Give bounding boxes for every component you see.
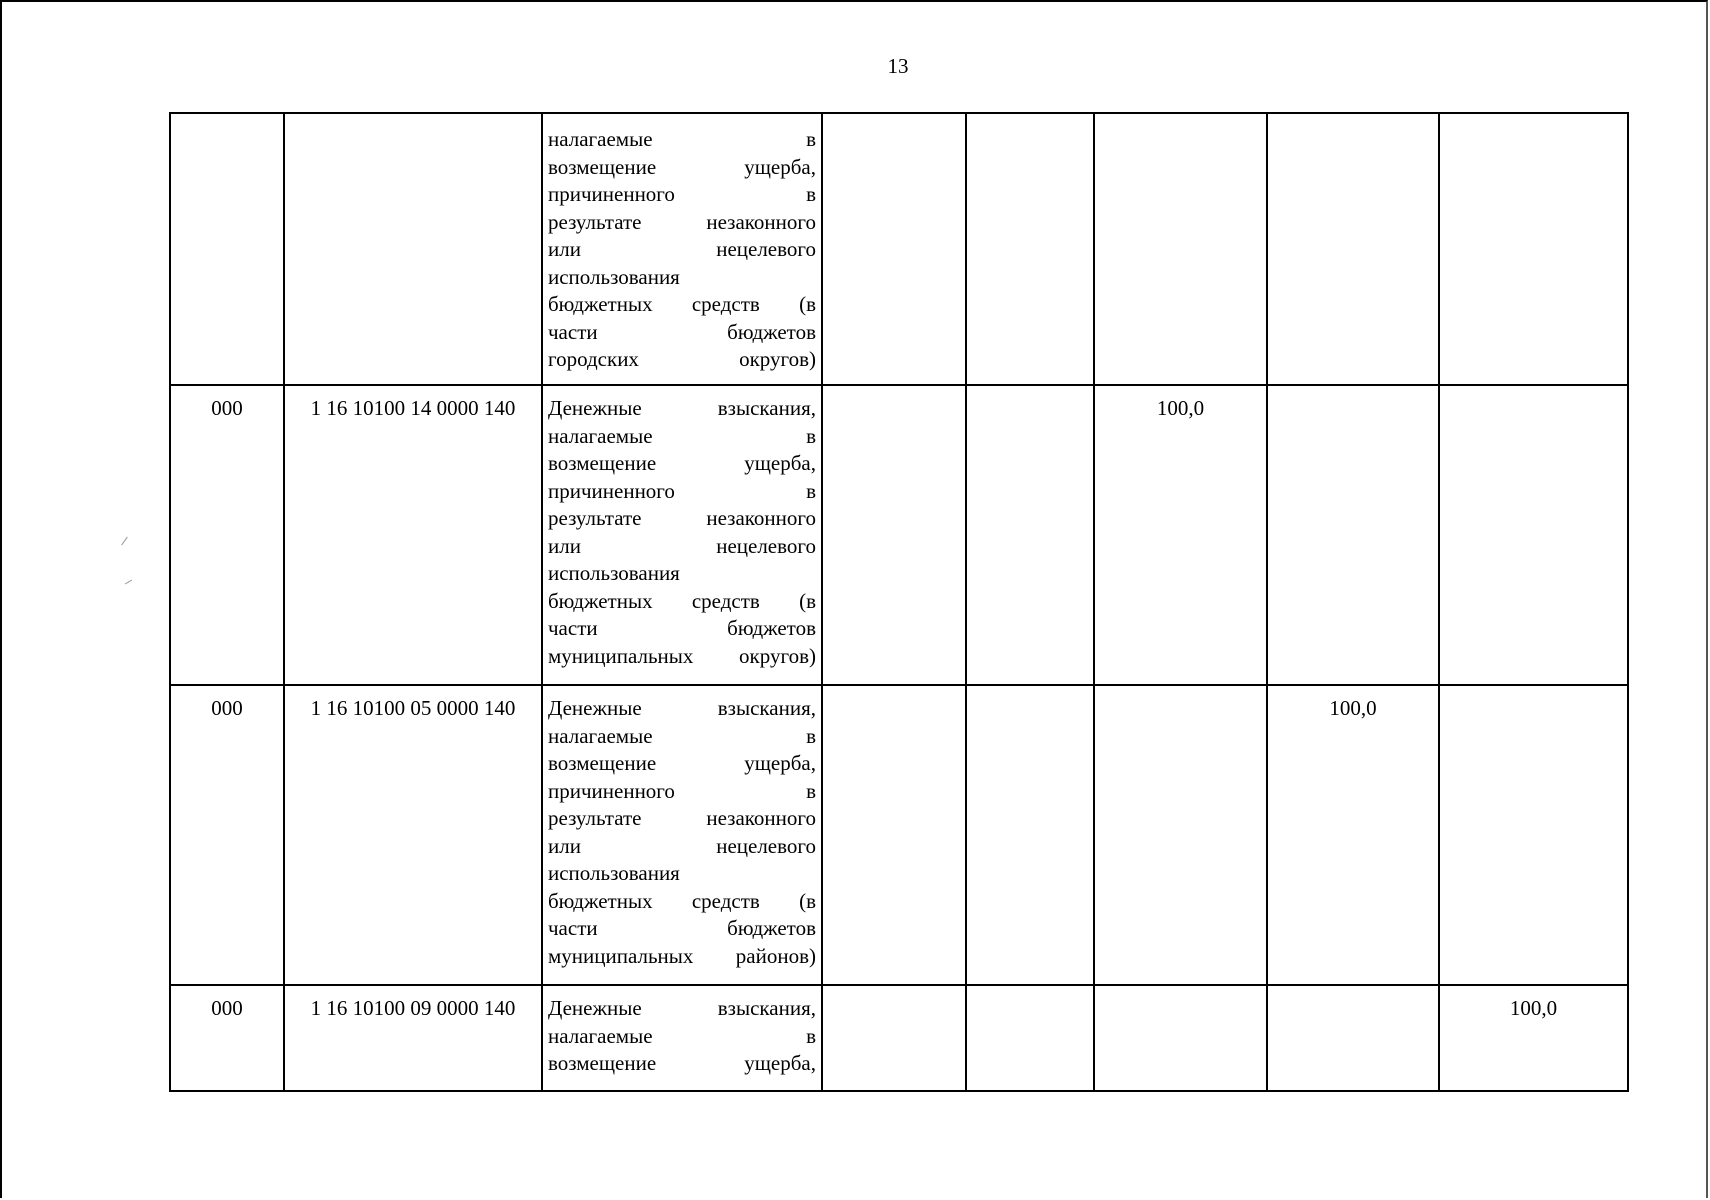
name-line: причиненного в	[548, 778, 816, 803]
amount-cell-3	[1094, 113, 1267, 385]
admin-code-cell: 000	[170, 985, 284, 1091]
name-line: налагаемые в	[548, 1023, 816, 1048]
name-line: городских округов)	[548, 347, 816, 371]
name-line: использования	[548, 861, 680, 885]
table-row	[170, 685, 1628, 985]
name-line: использования	[548, 561, 680, 585]
name-line: возмещение ущерба,	[548, 751, 816, 775]
amount-cell-3	[1094, 685, 1267, 985]
budget-code-cell: 1 16 10100 14 0000 140	[284, 385, 542, 685]
name-line: возмещение ущерба,	[548, 154, 816, 179]
admin-code-cell	[170, 113, 284, 385]
name-line: налагаемые в	[548, 127, 816, 151]
amount-cell-5	[1439, 385, 1628, 685]
amount-cell-4	[1267, 985, 1439, 1091]
table-row	[170, 985, 1628, 1091]
amount-cell-1	[822, 113, 966, 385]
amount-cell-4	[1267, 113, 1439, 385]
name-line: результате незаконного	[548, 806, 816, 830]
admin-code-cell: 000	[170, 385, 284, 685]
budget-code-cell: 1 16 10100 05 0000 140	[284, 685, 542, 985]
name-line: или нецелевого	[548, 833, 816, 858]
name-line: Денежные взыскания,	[548, 996, 816, 1020]
revenue-name-cell	[542, 385, 822, 685]
name-line: результате незаконного	[548, 209, 816, 234]
name-line: муниципальных округов)	[548, 643, 816, 668]
amount-cell-1	[822, 985, 966, 1091]
table-row	[170, 113, 1628, 385]
name-line: или нецелевого	[548, 237, 816, 261]
amount-cell-5	[1439, 685, 1628, 985]
amount-cell-2	[966, 985, 1094, 1091]
amount-cell-4	[1267, 385, 1439, 685]
name-line: части бюджетов	[548, 616, 816, 640]
revenue-name-cell	[542, 113, 822, 385]
amount-cell-5: 100,0	[1439, 985, 1628, 1091]
name-line: налагаемые в	[548, 723, 816, 748]
name-line: бюджетных средств (в	[548, 888, 816, 913]
table-row	[170, 385, 1628, 685]
revenue-name-cell	[542, 985, 822, 1091]
page-number: 13	[887, 54, 909, 78]
name-line: или нецелевого	[548, 533, 816, 558]
admin-code-cell: 000	[170, 685, 284, 985]
amount-cell-5	[1439, 113, 1628, 385]
name-line: причиненного в	[548, 182, 816, 206]
name-line: Денежные взыскания,	[548, 396, 816, 420]
amount-cell-1	[822, 685, 966, 985]
name-line: муниципальных районов)	[548, 943, 816, 968]
name-line: части бюджетов	[548, 916, 816, 940]
name-line: налагаемые в	[548, 423, 816, 448]
name-line: возмещение ущерба,	[548, 1051, 816, 1075]
name-line: бюджетных средств (в	[548, 588, 816, 613]
amount-cell-4: 100,0	[1267, 685, 1439, 985]
amount-cell-2	[966, 113, 1094, 385]
amount-cell-1	[822, 385, 966, 685]
name-line: причиненного в	[548, 478, 816, 503]
name-line: бюджетных средств (в	[548, 292, 816, 316]
name-line: результате незаконного	[548, 506, 816, 530]
budget-code-cell: 1 16 10100 09 0000 140	[284, 985, 542, 1091]
name-line: Денежные взыскания,	[548, 696, 816, 720]
name-line: части бюджетов	[548, 319, 816, 344]
amount-cell-3: 100,0	[1094, 385, 1267, 685]
name-line: возмещение ущерба,	[548, 451, 816, 475]
revenue-table	[169, 112, 1629, 1092]
revenue-name-cell	[542, 685, 822, 985]
amount-cell-3	[1094, 985, 1267, 1091]
budget-code-cell	[284, 113, 542, 385]
name-line: использования	[548, 264, 680, 289]
amount-cell-2	[966, 685, 1094, 985]
amount-cell-2	[966, 385, 1094, 685]
